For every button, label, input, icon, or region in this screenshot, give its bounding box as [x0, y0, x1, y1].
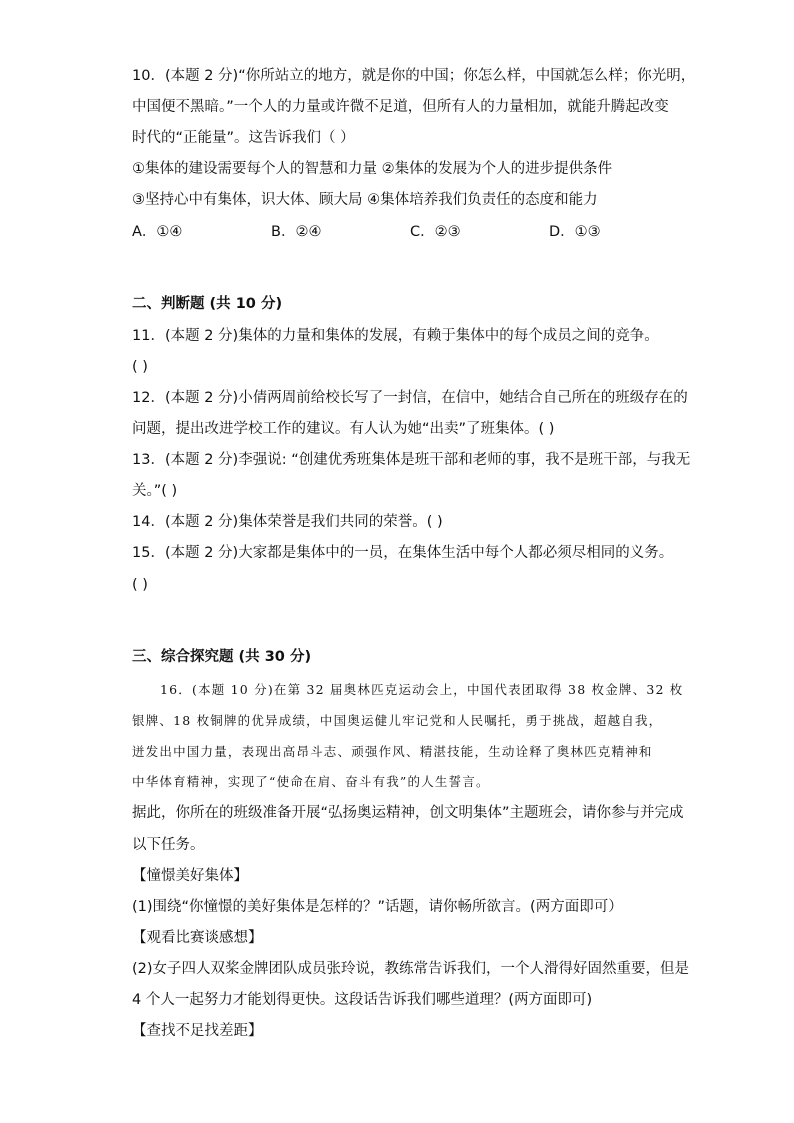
q10-option-c: C．②③	[410, 224, 461, 240]
q11-answer-blank: ( )	[132, 359, 148, 375]
q10-line-2: 中国便不黑暗。”一个人的力量或许微不足道，但所有人的力量相加，就能升腾起改变	[132, 99, 669, 115]
q16-intro-line-1: 据此，你所在的班级准备开展“弘扬奥运精神，创文明集体”主题班会，请你参与并完成	[132, 805, 684, 821]
q16-intro-line-2: 以下任务。	[132, 837, 205, 853]
q10-option-d: D．①③	[549, 224, 601, 240]
q13-line-1: 13．(本题 2 分)李强说: “创建优秀班集体是班干部和老师的事，我不是班干部，与我无	[132, 452, 691, 468]
q15-line-1: 15．(本题 2 分)大家都是集体中的一员，在集体生活中每个人都必须尽相同的义务。	[132, 545, 674, 561]
q10-line-1: 10．(本题 2 分)“你所站立的地方，就是你的中国；你怎么样，中国就怎么样；你光明，	[132, 68, 696, 84]
q10-option-b: B．②④	[271, 224, 322, 240]
task-2-title: 【观看比赛谈感想】	[132, 930, 263, 946]
q10-line-3: 时代的“正能量”。这告诉我们（ ）	[132, 130, 355, 146]
q12-line-2: 问题，提出改进学校工作的建议。有人认为她“出卖”了班集体。( )	[132, 421, 555, 437]
q16-line-4: 中华体育精神，实现了“使命在肩、奋斗有我”的人生誓言。	[132, 774, 490, 789]
q12-line-1: 12．(本题 2 分)小倩两周前给校长写了一封信，在信中，她结合自己所在的班级存在的	[132, 390, 688, 406]
task-2-line-2: 4 个人一起努力才能划得更快。这段话告诉我们哪些道理？(两方面即可)	[132, 992, 593, 1008]
q15-answer-blank: ( )	[132, 577, 148, 593]
task-1-text: (1)围绕“你憧憬的美好集体是怎样的？”话题，请你畅所欲言。(两方面即可）	[132, 899, 623, 915]
section-2-heading: 二、判断题 (共 10 分)	[132, 296, 283, 312]
q10-statements-2: ③坚持心中有集体，识大体、顾大局 ④集体培养我们负责任的态度和能力	[132, 192, 598, 208]
q11-line-1: 11．(本题 2 分)集体的力量和集体的发展，有赖于集体中的每个成员之间的竞争。	[132, 328, 659, 344]
task-3-title: 【查找不足找差距】	[132, 1023, 263, 1039]
q10-option-a: A．①④	[132, 224, 183, 240]
q16-line-2: 银牌、18 枚铜牌的优异成绩，中国奥运健儿牢记党和人民嘱托，勇于挑战，超越自我，	[132, 713, 663, 728]
task-1-title: 【憧憬美好集体】	[132, 868, 248, 884]
q16-line-1: 16．(本题 10 分)在第 32 届奥林匹克运动会上，中国代表团取得 38 枚金牌、32 枚	[160, 682, 684, 697]
q13-line-2: 关。”( )	[132, 483, 178, 499]
q10-statements-1: ①集体的建设需要每个人的智慧和力量 ②集体的发展为个人的进步提供条件	[132, 161, 613, 177]
section-3-heading: 三、综合探究题 (共 30 分)	[132, 649, 312, 665]
q16-line-3: 迸发出中国力量，表现出高昂斗志、顽强作风、精湛技能，生动诠释了奥林匹克精神和	[132, 744, 653, 759]
q14-line: 14．(本题 2 分)集体荣誉是我们共同的荣誉。( )	[132, 514, 443, 530]
task-2-line-1: (2)女子四人双桨金牌团队成员张玲说，教练常告诉我们，一个人滑得好固然重要，但是	[132, 961, 690, 977]
